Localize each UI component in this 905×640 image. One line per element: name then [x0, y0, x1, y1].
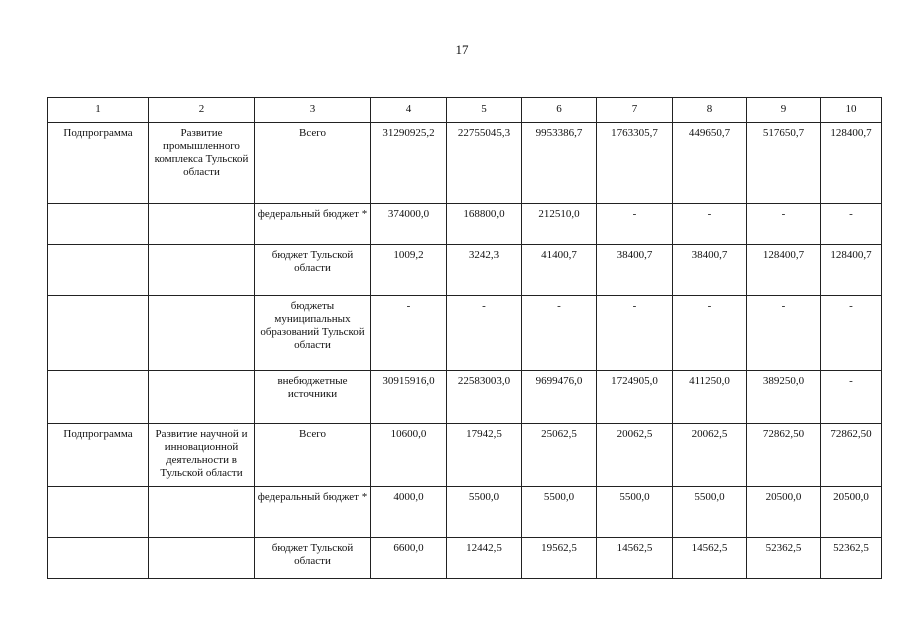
table-cell: 411250,0 — [673, 371, 747, 424]
table-cell: - — [747, 204, 821, 245]
table-cell: бюджет Тульской области — [255, 245, 371, 296]
table-cell: Всего — [255, 123, 371, 204]
table-cell: - — [597, 204, 673, 245]
budget-table — [47, 97, 882, 579]
table-cell: бюджет Тульской области — [255, 538, 371, 579]
table-cell: 168800,0 — [447, 204, 522, 245]
table-cell: 14562,5 — [597, 538, 673, 579]
table-row — [48, 123, 882, 204]
table-cell: 5500,0 — [673, 487, 747, 538]
table-cell: 374000,0 — [371, 204, 447, 245]
header-cell: 5 — [447, 98, 522, 123]
table-cell: - — [747, 296, 821, 371]
table-cell: 22583003,0 — [447, 371, 522, 424]
table-cell — [149, 204, 255, 245]
table-cell: 1009,2 — [371, 245, 447, 296]
table-cell — [48, 487, 149, 538]
table-cell: Подпрограмма — [48, 424, 149, 487]
table-cell — [48, 204, 149, 245]
table-cell: 1763305,7 — [597, 123, 673, 204]
table-cell — [48, 371, 149, 424]
table-cell: 5500,0 — [597, 487, 673, 538]
table-cell: 9953386,7 — [522, 123, 597, 204]
table-cell: - — [447, 296, 522, 371]
table-cell: 9699476,0 — [522, 371, 597, 424]
table-cell: 20500,0 — [821, 487, 882, 538]
header-cell: 8 — [673, 98, 747, 123]
table-cell: 128400,7 — [821, 245, 882, 296]
table-cell — [149, 245, 255, 296]
table-cell: - — [597, 296, 673, 371]
table-row — [48, 487, 882, 538]
table-cell: 38400,7 — [597, 245, 673, 296]
table-cell: 3242,3 — [447, 245, 522, 296]
table-cell — [149, 371, 255, 424]
table-cell: бюджеты муниципальных образований Тульской области — [255, 296, 371, 371]
table-cell: 128400,7 — [821, 123, 882, 204]
table-row — [48, 371, 882, 424]
table-cell: - — [821, 204, 882, 245]
table-cell: 5500,0 — [522, 487, 597, 538]
table-cell: Всего — [255, 424, 371, 487]
table-row — [48, 204, 882, 245]
table-cell: Развитие научной и инновационной деятельности в Тульской области — [149, 424, 255, 487]
table-cell: 20500,0 — [747, 487, 821, 538]
table-cell: федеральный бюджет * — [255, 487, 371, 538]
table-cell: 20062,5 — [597, 424, 673, 487]
table-cell: внебюджетные источники — [255, 371, 371, 424]
header-cell: 7 — [597, 98, 673, 123]
header-cell: 3 — [255, 98, 371, 123]
header-row — [48, 98, 882, 123]
table-cell: - — [522, 296, 597, 371]
table-cell: 72862,50 — [821, 424, 882, 487]
table-cell: 31290925,2 — [371, 123, 447, 204]
table-cell — [149, 296, 255, 371]
table-cell: 19562,5 — [522, 538, 597, 579]
table-cell: Развитие промышленного комплекса Тульской области — [149, 123, 255, 204]
header-cell: 2 — [149, 98, 255, 123]
table-cell: 4000,0 — [371, 487, 447, 538]
table-cell: 17942,5 — [447, 424, 522, 487]
table-cell: 52362,5 — [821, 538, 882, 579]
header-cell: 4 — [371, 98, 447, 123]
table-cell: 517650,7 — [747, 123, 821, 204]
table-cell: 38400,7 — [673, 245, 747, 296]
page-number: 17 — [455, 42, 469, 57]
table-cell: 5500,0 — [447, 487, 522, 538]
table-cell: - — [821, 296, 882, 371]
table-cell: 212510,0 — [522, 204, 597, 245]
table-cell: 30915916,0 — [371, 371, 447, 424]
table-cell: - — [371, 296, 447, 371]
table-row — [48, 296, 882, 371]
header-cell: 10 — [821, 98, 882, 123]
table-cell: Подпрограмма — [48, 123, 149, 204]
table-cell — [48, 245, 149, 296]
table-row — [48, 424, 882, 487]
table-cell: 72862,50 — [747, 424, 821, 487]
table-cell: 449650,7 — [673, 123, 747, 204]
table-cell: 25062,5 — [522, 424, 597, 487]
table-cell: 52362,5 — [747, 538, 821, 579]
table-cell — [48, 538, 149, 579]
table-cell: - — [673, 296, 747, 371]
table-cell: 128400,7 — [747, 245, 821, 296]
table-row — [48, 538, 882, 579]
table-cell: 10600,0 — [371, 424, 447, 487]
table-cell: 1724905,0 — [597, 371, 673, 424]
header-cell: 1 — [48, 98, 149, 123]
table-cell: 14562,5 — [673, 538, 747, 579]
table-cell: 22755045,3 — [447, 123, 522, 204]
table-cell: 20062,5 — [673, 424, 747, 487]
table-cell — [149, 487, 255, 538]
table-cell: - — [821, 371, 882, 424]
table-cell: 41400,7 — [522, 245, 597, 296]
table-cell: 6600,0 — [371, 538, 447, 579]
table-cell: - — [673, 204, 747, 245]
table-cell — [149, 538, 255, 579]
header-cell: 6 — [522, 98, 597, 123]
table-cell: 12442,5 — [447, 538, 522, 579]
header-cell: 9 — [747, 98, 821, 123]
table-row — [48, 245, 882, 296]
table-cell — [48, 296, 149, 371]
table-cell: федеральный бюджет * — [255, 204, 371, 245]
table-cell: 389250,0 — [747, 371, 821, 424]
